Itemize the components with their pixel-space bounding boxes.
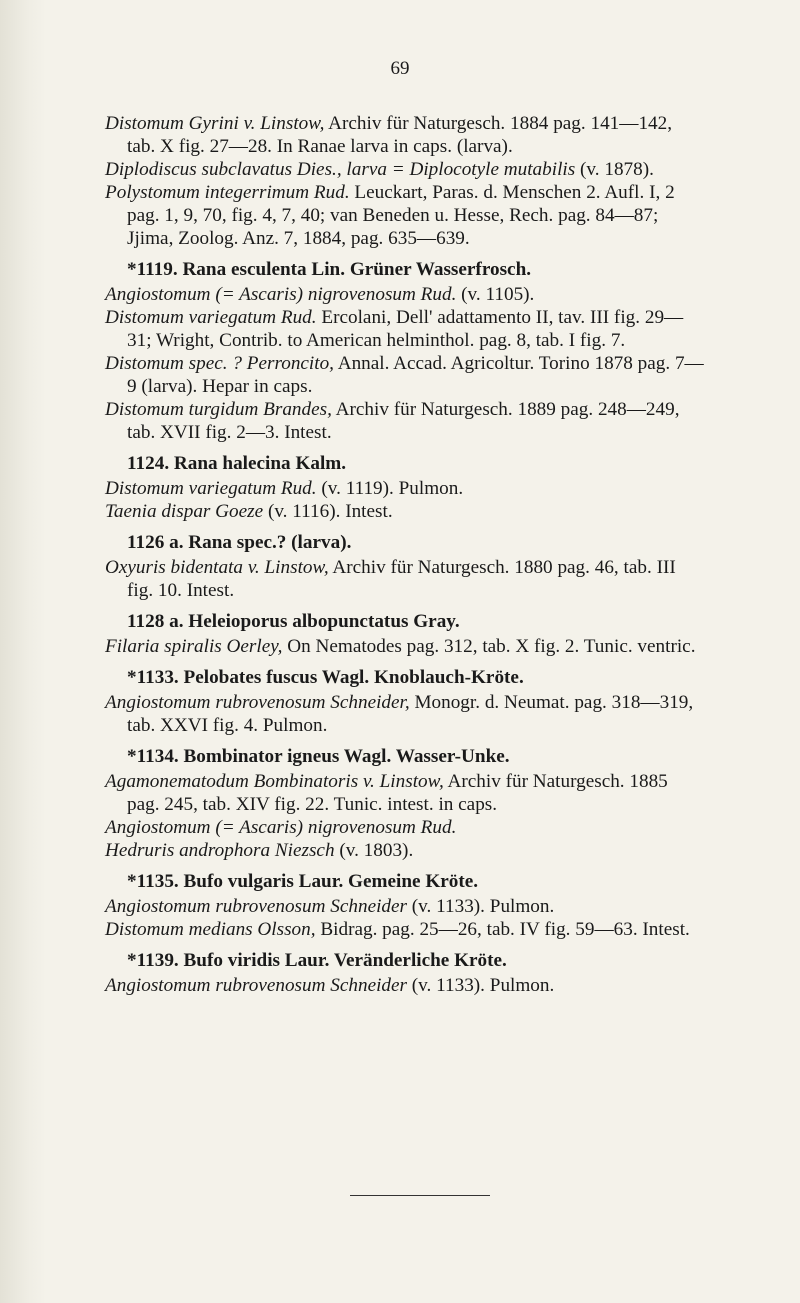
species-heading-text: 1128 a. Heleioporus albopunctatus Gray. (127, 611, 460, 632)
citation-text: On Nematodes pag. 312, tab. X fig. 2. Tunic. ventric. (282, 636, 696, 657)
page-number: 69 (390, 58, 410, 79)
species-heading (105, 870, 705, 893)
parasite-name: Taenia dispar Goeze (105, 501, 264, 522)
species-heading-text: *1119. Rana esculenta Lin. Grüner Wasserfrosch. (127, 259, 532, 280)
parasite-entry (105, 283, 705, 306)
parasite-entry (105, 477, 705, 500)
parasite-entry (105, 770, 705, 816)
species-heading-text: 1126 a. Rana spec.? (larva). (127, 532, 352, 553)
parasite-entry (105, 181, 705, 250)
citation-text: (v. 1105). (456, 284, 535, 305)
species-heading (105, 666, 705, 689)
species-heading-text: 1124. Rana halecina Kalm. (127, 453, 347, 474)
species-heading-text: *1135. Bufo vulgaris Laur. Gemeine Kröte. (127, 871, 479, 892)
citation-text: (v. 1133). Pulmon. (407, 896, 555, 917)
parasite-entry (105, 500, 705, 523)
parasite-name: Distomum turgidum Brandes, (105, 399, 332, 420)
parasite-entry (105, 895, 705, 918)
citation-text: (v. 1878). (575, 159, 654, 180)
citation-text: (v. 1119). Pulmon. (316, 478, 464, 499)
parasite-name: Distomum spec. ? Perroncito, (105, 353, 334, 374)
end-rule (350, 1195, 490, 1196)
parasite-name: Angiostomum (= Ascaris) nigrovenosum Rud. (105, 284, 457, 305)
parasite-name: Angiostomum rubrovenosum Schneider, (105, 692, 410, 713)
parasite-entry (105, 839, 705, 862)
species-heading-text: *1134. Bombinator igneus Wagl. Wasser-Unke. (127, 746, 510, 767)
citation-text: Archiv für Naturgesch. 1885 pag. 245, tab. XIV fig. 22. Tunic. intest. in caps. (127, 771, 668, 815)
citation-text: Archiv für Naturgesch. 1889 pag. 248—249, tab. XVII fig. 2—3. Intest. (127, 399, 680, 443)
species-heading (105, 949, 705, 972)
citation-text: (v. 1116). Intest. (263, 501, 393, 522)
parasite-name: Distomum variegatum Rud. (105, 478, 317, 499)
parasite-entry (105, 556, 705, 602)
citation-text: Monogr. d. Neumat. pag. 318—319, tab. XXVI fig. 4. Pulmon. (127, 692, 694, 736)
parasite-entry (105, 816, 705, 839)
citation-text: Archiv für Naturgesch. 1880 pag. 46, tab. III fig. 10. Intest. (127, 557, 676, 601)
page-body (105, 112, 705, 997)
parasite-name: Diplodiscus subclavatus Dies., larva = Diplocotyle mutabilis (105, 159, 576, 180)
species-heading (105, 531, 705, 554)
species-heading-text: *1133. Pelobates fuscus Wagl. Knoblauch-Kröte. (127, 667, 524, 688)
parasite-entry (105, 635, 705, 658)
parasite-name: Agamonematodum Bombinatoris v. Linstow, (105, 771, 444, 792)
citation-text: Ercolani, Dell' adattamento II, tav. III fig. 29—31; Wright, Contrib. to American helminthol. pag. 8, tab. I fig. 7. (127, 307, 684, 351)
parasite-entry (105, 918, 705, 941)
species-heading (105, 745, 705, 768)
parasite-name: Distomum medians Olsson, (105, 919, 316, 940)
parasite-entry (105, 691, 705, 737)
parasite-name: Polystomum integerrimum Rud. (105, 182, 350, 203)
species-heading (105, 610, 705, 633)
parasite-entry (105, 112, 705, 158)
parasite-name: Distomum variegatum Rud. (105, 307, 317, 328)
parasite-entry (105, 306, 705, 352)
parasite-name: Filaria spiralis Oerley, (105, 636, 283, 657)
citation-text: Bidrag. pag. 25—26, tab. IV fig. 59—63. Intest. (315, 919, 690, 940)
parasite-entry (105, 352, 705, 398)
parasite-entry (105, 398, 705, 444)
binding-shadow (0, 0, 46, 1303)
parasite-name: Hedruris androphora Niezsch (105, 840, 335, 861)
parasite-name: Distomum Gyrini v. Linstow, (105, 113, 325, 134)
species-heading-text: *1139. Bufo viridis Laur. Veränderliche Kröte. (127, 950, 507, 971)
parasite-entry (105, 158, 705, 181)
citation-text: Archiv für Naturgesch. 1884 pag. 141—142, tab. X fig. 27—28. In Ranae larva in caps. (larva). (127, 113, 673, 157)
parasite-name: Oxyuris bidentata v. Linstow, (105, 557, 329, 578)
citation-text: Annal. Accad. Agricoltur. Torino 1878 pag. 7—9 (larva). Hepar in caps. (127, 353, 704, 397)
parasite-name: Angiostomum rubrovenosum Schneider (105, 975, 407, 996)
species-heading (105, 258, 705, 281)
parasite-name: Angiostomum rubrovenosum Schneider (105, 896, 407, 917)
species-heading (105, 452, 705, 475)
parasite-name: Angiostomum (= Ascaris) nigrovenosum Rud. (105, 817, 457, 838)
parasite-entry (105, 974, 705, 997)
citation-text: (v. 1133). Pulmon. (407, 975, 555, 996)
citation-text: (v. 1803). (334, 840, 414, 861)
citation-text: Leuckart, Paras. d. Menschen 2. Aufl. I, 2 pag. 1, 9, 70, fig. 4, 7, 40; van Beneden u. Hesse, Rech. pag. 84—87; Jjima, Zoolog. Anz. 7, 1884, pag. 635—639. (127, 182, 675, 249)
